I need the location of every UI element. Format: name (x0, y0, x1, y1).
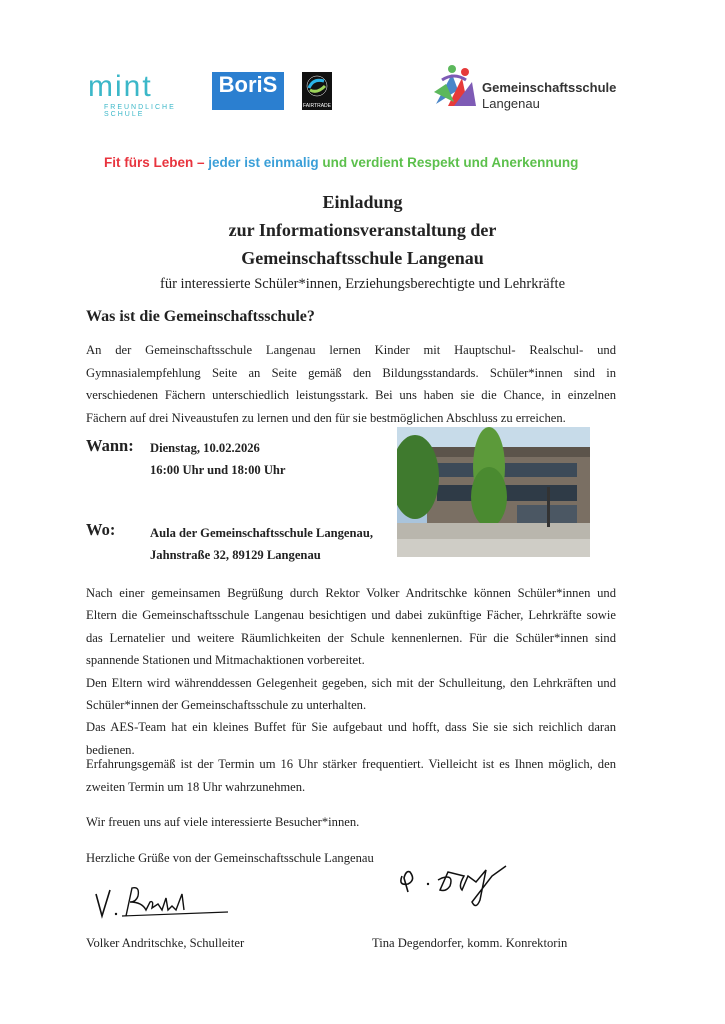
details-line-7: Das AES-Team hat ein kleines Buffet für Sie aufgebaut und hofft, dass Sie sie sich reichlich daran (86, 720, 616, 735)
fairtrade-mark-icon (302, 72, 332, 100)
experience-line-1: Erfahrungsgemäß ist der Termin um 16 Uhr stärker frequentiert. Vielleicht ist es Ihnen möglich, den (86, 757, 616, 771)
intro-paragraph (86, 339, 616, 429)
title-line-2: zur Informationsveranstaltung der (228, 220, 497, 240)
fairtrade-logo (302, 72, 332, 110)
where-venue: Aula der Gemeinschaftsschule Langenau, (150, 526, 373, 540)
when-times: 16:00 Uhr und 18:00 Uhr (150, 463, 286, 477)
intro-line-1: An der Gemeinschaftsschule Langenau lernen Kinder mit Hauptschul- Realschul- und (86, 343, 616, 357)
where-label: Wo: (86, 520, 116, 539)
school-logo-name: Gemeinschaftsschule (482, 80, 617, 95)
details-line-4: spannende Stationen und Mitmachaktionen vorbereitet. (86, 653, 365, 668)
school-building-photo (397, 427, 590, 557)
section-heading: Was ist die Gemeinschaftsschule? (86, 308, 315, 325)
slogan-part-3: und verdient Respekt und Anerkennung (322, 155, 579, 170)
title-line-1: Einladung (322, 192, 403, 212)
details-line-5: Den Eltern wird währenddessen Gelegenheit gegeben, sich mit der Schulleitung, den Lehrkräften und (86, 675, 616, 690)
school-emblem-icon (432, 62, 476, 108)
slogan (104, 155, 578, 170)
details-line-3: das Lernatelier und weitere Räumlichkeiten der Schule kennenlernen. Für die Schüler*innen sind (86, 630, 616, 645)
details-line-2: Eltern die Gemeinschaftsschule Langenau besichtigen und dabei zukünftige Fächer, Lehrkräfte sowie (86, 608, 616, 623)
boris-logo (212, 72, 284, 110)
details-line-6: Schüler*innen der Gemeinschaftsschule zu unterhalten. (86, 698, 367, 713)
slogan-part-2: jeder ist einmalig (208, 155, 319, 170)
mint-logo-subtext: FREUNDLICHE SCHULE (104, 104, 176, 118)
experience-line-2: zweiten Termin um 18 Uhr wahrzunehmen. (86, 779, 306, 794)
mint-logo-text: mint (88, 70, 153, 103)
mint-logo (88, 72, 198, 116)
details-paragraph (86, 582, 616, 761)
details-line-1: Nach einer gemeinsamen Begrüßung durch Rektor Volker Andritschke können Schüler*innen und (86, 586, 616, 600)
school-logo (432, 62, 632, 112)
when-label: Wann: (86, 436, 134, 455)
signature-left (92, 880, 232, 924)
greeting-text: Herzliche Grüße von der Gemeinschaftsschule Langenau (86, 851, 374, 865)
when-date: Dienstag, 10.02.2026 (150, 441, 260, 455)
experience-paragraph (86, 753, 616, 798)
school-logo-town: Langenau (482, 96, 540, 111)
slogan-part-1: Fit fürs Leben – (104, 155, 205, 170)
details-line-8: bedienen. (86, 742, 135, 757)
where-address: Jahnstraße 32, 89129 Langenau (150, 548, 321, 562)
title-line-3: Gemeinschaftsschule Langenau (241, 248, 484, 268)
intro-line-2: Gymnasialempfehlung Seite an Seite gemäß den Bildungsstandards. Schüler*innen sind in (86, 365, 616, 380)
boris-logo-text: BoriS (218, 72, 278, 97)
closing-text: Wir freuen uns auf viele interessierte Besucher*innen. (86, 815, 360, 829)
signature-right-name: Tina Degendorfer, komm. Konrektorin (372, 936, 568, 950)
signature-right (396, 862, 526, 918)
signature-left-name: Volker Andritschke, Schulleiter (86, 936, 245, 950)
intro-line-4: Fächern auf drei Niveaustufen zu lernen und den für sie bestmöglichen Abschluss zu erreichen. (86, 410, 566, 425)
fairtrade-logo-text: FAIRTRADE (303, 103, 331, 109)
intro-line-3: verschiedenen Fächern unterschiedlich leistungsstark. Bei uns haben sie die Chance, in einzelnen (86, 388, 616, 402)
title-subtitle: für interessierte Schüler*innen, Erziehungsberechtigte und Lehrkräfte (159, 276, 566, 292)
